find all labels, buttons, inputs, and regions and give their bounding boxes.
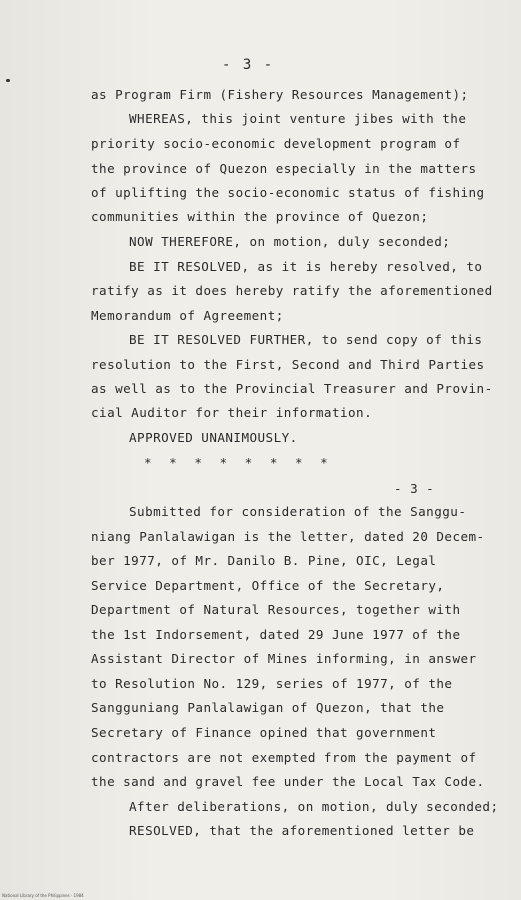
text-line: Sangguniang Panlalawigan of Quezon, that the: [91, 700, 445, 715]
text-line: ber 1977, of Mr. Danilo B. Pine, OIC, Legal: [91, 553, 437, 568]
text-line: ratify as it does hereby ratify the aforementioned: [91, 283, 493, 298]
text-line: resolution to the First, Second and Third Parties: [91, 357, 485, 372]
text-line: to Resolution No. 129, series of 1977, of the: [91, 676, 453, 691]
speck-mark: [6, 79, 10, 82]
text-line: as well as to the Provincial Treasurer and Provin-: [91, 381, 493, 396]
archive-footer: National Library of the Philippines · 1984: [2, 893, 84, 898]
text-line: Secretary of Finance opined that government: [91, 725, 437, 740]
text-line: Assistant Director of Mines informing, in answer: [91, 651, 477, 666]
text-line: the sand and gravel fee under the Local Tax Code.: [91, 774, 485, 789]
page-number: - 3 -: [222, 57, 275, 73]
text-line: Memorandum of Agreement;: [91, 308, 284, 323]
text-line: cial Auditor for their information.: [91, 405, 373, 420]
text-line: RESOLVED, that the aforementioned letter be: [129, 823, 475, 838]
text-line: APPROVED UNANIMOUSLY.: [129, 430, 298, 445]
text-line: Department of Natural Resources, together with: [91, 602, 461, 617]
text-line: of uplifting the socio-economic status of fishing: [91, 185, 485, 200]
separator-stars: * * * * * * * *: [144, 455, 333, 470]
text-line: BE IT RESOLVED FURTHER, to send copy of this: [129, 332, 483, 347]
text-line: the 1st Indorsement, dated 29 June 1977 of the: [91, 627, 461, 642]
text-line: the province of Quezon especially in the matters: [91, 161, 477, 176]
text-line: Submitted for consideration of the Sanggu-: [129, 504, 467, 519]
text-line: WHEREAS, this joint venture jibes with the: [129, 111, 467, 126]
text-line: as Program Firm (Fishery Resources Management);: [91, 87, 469, 102]
text-line: communities within the province of Quezon;: [91, 209, 429, 224]
text-line: After deliberations, on motion, duly seconded;: [129, 799, 499, 814]
text-line: BE IT RESOLVED, as it is hereby resolved, to: [129, 259, 483, 274]
text-line: contractors are not exempted from the payment of: [91, 750, 477, 765]
section-number: - 3 -: [394, 481, 435, 496]
text-line: niang Panlalawigan is the letter, dated 20 Decem-: [91, 529, 485, 544]
text-line: priority socio-economic development program of: [91, 136, 461, 151]
text-line: Service Department, Office of the Secretary,: [91, 578, 445, 593]
text-line: NOW THEREFORE, on motion, duly seconded;: [129, 234, 451, 249]
